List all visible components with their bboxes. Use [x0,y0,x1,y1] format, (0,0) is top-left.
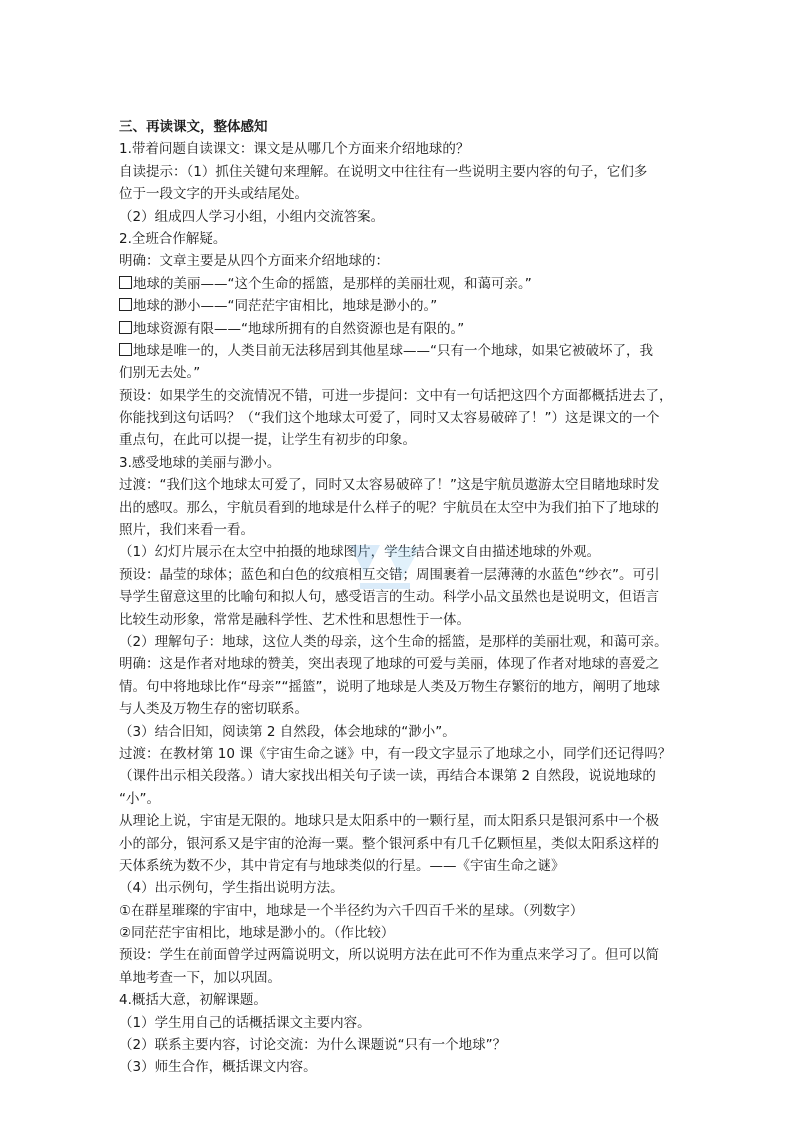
checkbox-item-text: 地球的渺小——“同茫茫宇宙相比，地球是渺小的。” [133,298,438,315]
step-4-heading: 4.概括大意，初解课题。 [119,992,267,1009]
checkbox-item [119,340,679,362]
paragraph-line: 过渡：在教材第 10 课《宇宙生命之谜》中，有一段文字显示了地球之小，同学们还记得吗？ [119,745,672,762]
paragraph-line: 预设：如果学生的交流情况不错，可进一步提问：文中有一句话把这四个方面都概括进去了， [119,387,673,404]
paragraph-line: （课件出示相关段落。）请大家找出相关句子读一读，再结合本课第 2 自然段，说说地球的 [119,768,656,785]
document-body [119,116,679,1079]
paragraph-line: （2）组成四人学习小组，小组内交流答案。 [119,208,385,225]
paragraph-line: （3）结合旧知，阅读第 2 自然段，体会地球的“渺小”。 [119,723,456,740]
checkbox-item [119,273,679,295]
paragraph-line: 明确：这是作者对地球的赞美，突出表现了地球的可爱与美丽，体现了作者对地球的喜爱之 [119,656,659,673]
paragraph-line: 导学生留意这里的比喻句和拟人句，感受语言的生动。科学小品文虽然也是说明文，但语言 [119,589,659,606]
example-sentence: ①在群星璀璨的宇宙中，地球是一个半径约为六千四百千米的星球。（列数字） [119,902,584,919]
paragraph-line: 单地考查一下，加以巩固。 [119,969,281,986]
paragraph-line: 自读提示：（1）抓住关键句来理解。在说明文中往往有一些说明主要内容的句子，它们多 [119,163,648,180]
checkbox-icon [119,343,132,356]
paragraph-line: 与人类及万物生存的密切联系。 [119,701,308,718]
quote-line: 从理论上说，宇宙是无限的。地球只是太阳系中的一颗行星，而太阳系只是银河系中一个极 [119,813,659,830]
checkbox-icon [119,298,132,311]
section-heading: 三、再读课文，整体感知 [119,119,268,135]
paragraph-line: 重点句，在此可以提一提，让学生有初步的印象。 [119,432,416,449]
paragraph-line: 比较生动形象，常常是融科学性、艺术性和思想性于一体。 [119,611,470,628]
paragraph-line: 位于一段文字的开头或结尾处。 [119,186,308,203]
paragraph-line: 你能找到这句话吗？（“我们这个地球太可爱了，同时又太容易破碎了！”）这是课文的一个 [119,410,660,427]
quote-line: 小的部分，银河系又是宇宙的沧海一粟。整个银河系中有几千亿颗恒星，类似太阳系这样的 [119,835,659,852]
paragraph-line: “小”。 [119,790,160,807]
checkbox-item-text: 地球资源有限——“地球所拥有的自然资源也是有限的。” [133,320,465,337]
quote-line: 天体系统为数不少，其中肯定有与地球类似的行星。——《宇宙生命之谜》 [119,857,565,874]
checkbox-item [119,318,679,340]
checkbox-item-text: 地球的美丽——“这个生命的摇篮，是那样的美丽壮观，和蔼可亲。” [133,275,532,292]
paragraph-line: 情。句中将地球比作“母亲”“摇篮”，说明了地球是人类及万物生存繁衍的地方，阐明了地球 [119,678,660,695]
step-1-heading: 1.带着问题自读课文：课文是从哪几个方面来介绍地球的？ [119,141,470,158]
paragraph-line: （1）学生用自己的话概括课文主要内容。 [119,1014,371,1031]
checkbox-item-text: 地球是唯一的，人类目前无法移居到其他星球——“只有一个地球，如果它被破坏了，我 [133,342,653,359]
checkbox-item [119,295,679,317]
paragraph-line: 明确：文章主要是从四个方面来介绍地球的： [119,253,389,270]
paragraph-line: （3）师生合作，概括课文内容。 [119,1059,317,1076]
example-sentence: ②同茫茫宇宙相比，地球是渺小的。（作比较） [119,925,395,942]
checkbox-icon [119,321,132,334]
paragraph-line: （2）联系主要内容，讨论交流：为什么课题说“只有一个地球”？ [119,1037,507,1054]
paragraph-line: 出的感叹。那么，宇航员看到的地球是什么样子的呢？宇航员在太空中为我们拍下了地球的 [119,499,659,516]
paragraph-line: 预设：晶莹的球体；蓝色和白色的纹痕相互交错；周围裹着一层薄薄的水蓝色“纱衣”。可引 [119,566,660,583]
paragraph-line: （4）出示例句，学生指出说明方法。 [119,880,344,897]
step-2-heading: 2.全班合作解疑。 [119,230,227,247]
paragraph-line: 照片，我们来看一看。 [119,522,254,539]
checkbox-icon [119,276,132,289]
paragraph-line: 们别无去处。” [119,365,201,382]
paragraph-line: 预设：学生在前面曾学过两篇说明文，所以说明方法在此可不作为重点来学习了。但可以简 [119,947,659,964]
step-3-heading: 3.感受地球的美丽与渺小。 [119,454,281,471]
paragraph-line: （2）理解句子：地球，这位人类的母亲，这个生命的摇篮，是那样的美丽壮观，和蔼可亲。 [119,633,668,650]
paragraph-line: 过渡：“我们这个地球太可爱了，同时又太容易破碎了！”这是宇航员遨游太空目睹地球时发 [119,477,660,494]
paragraph-line: （1）幻灯片展示在太空中拍摄的地球图片，学生结合课文自由描述地球的外观。 [119,544,601,561]
